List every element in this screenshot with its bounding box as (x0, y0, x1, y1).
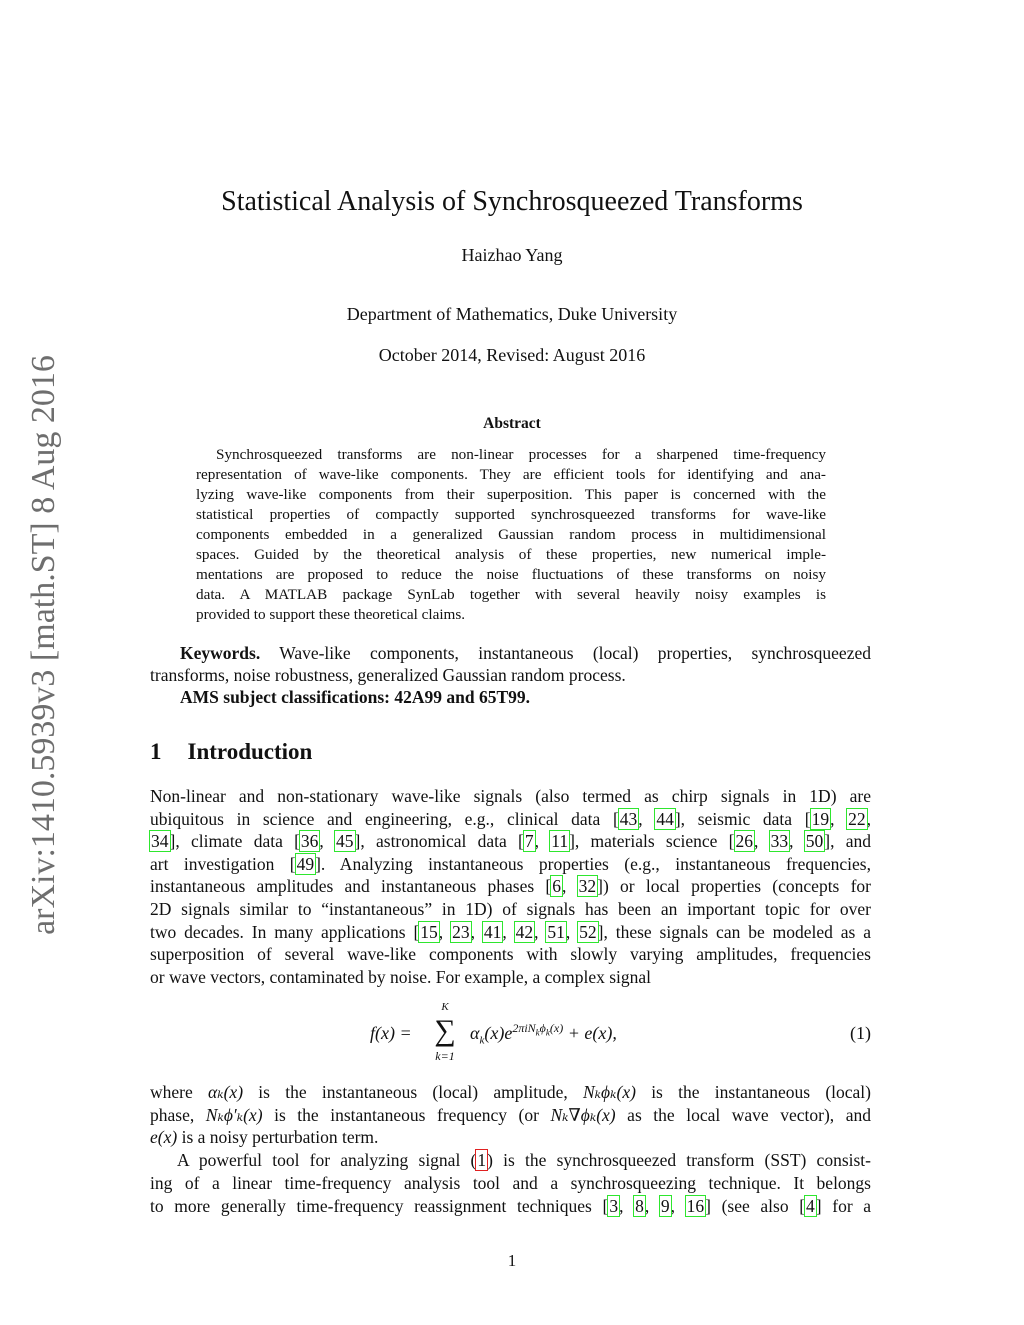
math-inline: α (208, 1082, 218, 1102)
text-run: ]) or local properties (concepts for (597, 876, 872, 897)
text-line (150, 1195, 871, 1217)
text-run: , (754, 831, 770, 852)
citation-link[interactable]: 44 (656, 808, 674, 829)
text-run: ], and (824, 831, 871, 852)
text-run: spaces. Guided by the theoretical analysis of these properties, new numerical imple- (196, 546, 826, 563)
text-run: ] for a (815, 1195, 872, 1216)
keywords-line-2: transforms, noise robustness, generalized Gaussian random process. (150, 665, 626, 685)
text-run: lyzing wave-like components from their superposition. This paper is concerned with the (196, 486, 826, 503)
text-line (150, 830, 871, 852)
math-inline: Nₖϕ′ₖ(x) (205, 1104, 263, 1125)
text-run: superposition of several wave-like components with slowly varying amplitudes, frequencies (150, 944, 871, 965)
text-run: , (502, 921, 515, 942)
citation-link[interactable]: 34 (151, 831, 169, 852)
text-line (150, 1104, 871, 1126)
equation-body: $\alpha_k(x)e^{2\pi iN_k\phi_k(x)} + e(x)$, (470, 1021, 617, 1047)
text-run: data. A MATLAB package SynLab together with several heavily noisy examples is (196, 586, 826, 603)
text-run: two decades. In many applications [ (150, 921, 420, 942)
abstract-heading: Abstract (483, 415, 541, 432)
text-run: ubiquitous in science and engineering, e.g., clinical data [ (150, 808, 619, 829)
citation-link[interactable]: 32 (578, 876, 597, 897)
text-line (196, 605, 826, 625)
text-run: , (319, 831, 336, 852)
author: Haizhao Yang (461, 245, 563, 265)
date: October 2014, Revised: August 2016 (378, 345, 646, 365)
citation-link[interactable]: 41 (483, 921, 502, 942)
text-run: is the instantaneous (local) (635, 1082, 871, 1102)
citation-link[interactable]: 45 (336, 831, 354, 852)
text-run: ], these signals can be modeled as a (597, 921, 872, 942)
math-inline: ₖ(x) (217, 1082, 244, 1102)
text-line (150, 1081, 871, 1103)
keywords-label: Keywords. (180, 643, 261, 663)
citation-link[interactable]: 26 (735, 831, 753, 852)
equation-1 (370, 1000, 670, 1070)
text-run: , (562, 876, 578, 897)
text-run: ], astronomical data [ (354, 831, 524, 852)
text-run: A powerful tool for analyzing signal ( (177, 1150, 477, 1170)
sum-symbol: ∑ (434, 1014, 456, 1047)
affiliation: Department of Mathematics, Duke University (346, 304, 678, 324)
text-line (196, 565, 826, 585)
text-run: mentations are proposed to reduce the noise fluctuations of these transforms on noisy (196, 566, 826, 583)
citation-link[interactable]: 8 (635, 1195, 644, 1216)
text-line (150, 1126, 871, 1148)
section-number: 1 (150, 739, 162, 764)
text-run: phase, (150, 1104, 206, 1125)
arxiv-identifier: arXiv:1410.5939v3 [math.ST] 8 Aug 2016 (25, 355, 62, 935)
text-run: , (638, 808, 656, 829)
text-run: as the local wave vector), and (615, 1104, 871, 1125)
citation-link[interactable]: 36 (300, 831, 319, 852)
text-line (177, 1149, 871, 1171)
text-run: art investigation [ (150, 853, 296, 874)
citation-link[interactable]: 6 (552, 876, 562, 897)
text-run: statistical properties of compactly supported synchrosqueezed transforms for wave-like (196, 506, 826, 523)
text-line (150, 921, 871, 943)
citation-link[interactable]: 7 (524, 831, 534, 852)
text-run: where (150, 1082, 209, 1102)
text-run: , (866, 808, 872, 829)
text-line (216, 445, 826, 465)
text-run: Non-linear and non-stationary wave-like signals (also termed as chirp signals in 1D) are (150, 786, 871, 806)
citation-link[interactable]: 49 (296, 853, 315, 874)
text-run: is the instantaneous frequency (or (262, 1104, 551, 1125)
citation-link[interactable]: 50 (805, 831, 824, 852)
citation-link[interactable]: 42 (515, 921, 534, 942)
sum-lower: k=1 (435, 1049, 455, 1063)
paper-title: Statistical Analysis of Synchrosqueezed Transforms (221, 186, 803, 217)
citation-link[interactable]: 4 (806, 1195, 815, 1216)
text-line (150, 1172, 871, 1194)
citation-link[interactable]: 19 (811, 808, 830, 829)
text-line (196, 545, 826, 565)
text-run: is the instantaneous (local) amplitude, (243, 1082, 583, 1102)
text-line (196, 505, 826, 525)
math-inline: e(x) (150, 1127, 178, 1148)
text-line (150, 853, 871, 875)
citation-link[interactable]: 9 (660, 1195, 670, 1216)
text-run: provided to support these theoretical claims. (196, 606, 466, 623)
text-run: components embedded in a generalized Gaussian random process in multidimensional (196, 526, 826, 543)
citation-link[interactable]: 52 (579, 921, 597, 942)
text-line (196, 465, 826, 485)
page-number: 1 (507, 1251, 517, 1270)
text-run: , (534, 831, 551, 852)
citation-link[interactable]: 51 (547, 921, 565, 942)
text-run: , (644, 1195, 660, 1216)
text-run: , (470, 921, 483, 942)
math-inline: Nₖϕₖ(x) (583, 1082, 636, 1102)
text-run: instantaneous amplitudes and instantaneous phases [ (150, 876, 552, 897)
ams-classification: AMS subject classifications: 42A99 and 65T99. (180, 687, 531, 707)
text-line (150, 966, 871, 988)
citation-link[interactable]: 11 (551, 831, 569, 852)
equation-number: (1) (850, 1023, 871, 1043)
text-run: or wave vectors, contaminated by noise. For example, a complex signal (150, 966, 652, 987)
equation-reference-link[interactable]: 1 (477, 1150, 487, 1170)
text-line (150, 808, 871, 830)
citation-link[interactable]: 43 (619, 808, 638, 829)
text-run: ], materials science [ (569, 831, 735, 852)
text-line (150, 898, 871, 920)
text-run: , (789, 831, 805, 852)
citation-link[interactable]: 33 (770, 831, 789, 852)
text-line (150, 943, 871, 965)
text-run: , (534, 921, 547, 942)
text-run: ) is the synchrosqueezed transform (SST) consist- (487, 1150, 871, 1170)
text-run: representation of wave-like components. They are efficient tools for identifying and ana- (196, 466, 826, 483)
text-line (196, 485, 826, 505)
text-run: , (830, 808, 848, 829)
citation-link[interactable]: 16 (686, 1195, 705, 1216)
text-run: , (670, 1195, 686, 1216)
citation-link[interactable]: 23 (452, 921, 470, 942)
text-run: ], climate data [ (169, 831, 300, 852)
section-title: Introduction (187, 739, 313, 764)
text-run: ing of a linear time-frequency analysis tool and a synchrosqueezing technique. It belongs (150, 1172, 871, 1193)
text-run: , (619, 1195, 635, 1216)
text-run: , (438, 921, 452, 942)
keywords-text: Wave-like components, instantaneous (local) properties, synchrosqueezed (279, 643, 871, 663)
citation-link[interactable]: 15 (420, 921, 438, 942)
math-inline: Nₖ∇ϕₖ(x) (550, 1104, 616, 1125)
keywords-line (180, 642, 871, 664)
text-run: ]. Analyzing instantaneous properties (e.g., instantaneous frequencies, (315, 853, 871, 874)
text-run: Synchrosqueezed transforms are non-linear processes for a sharpened time-frequency (216, 446, 826, 463)
citation-link[interactable]: 22 (848, 808, 866, 829)
citation-link[interactable]: 3 (609, 1195, 619, 1216)
text-run: ] (see also [ (705, 1195, 806, 1216)
equation-lhs: f(x) = (370, 1023, 412, 1043)
text-line (150, 785, 871, 807)
text-run: ], seismic data [ (674, 808, 811, 829)
text-run: to more generally time-frequency reassignment techniques [ (150, 1195, 609, 1216)
sum-upper: K (441, 1001, 449, 1013)
text-run: , (565, 921, 579, 942)
text-line (196, 525, 826, 545)
text-run: 2D signals similar to “instantaneous” in 1D) of signals has been an important topic for over (150, 899, 871, 919)
text-line (196, 585, 826, 605)
section-heading (150, 739, 312, 765)
text-line (150, 875, 871, 897)
text-run: is a noisy perturbation term. (177, 1127, 379, 1148)
